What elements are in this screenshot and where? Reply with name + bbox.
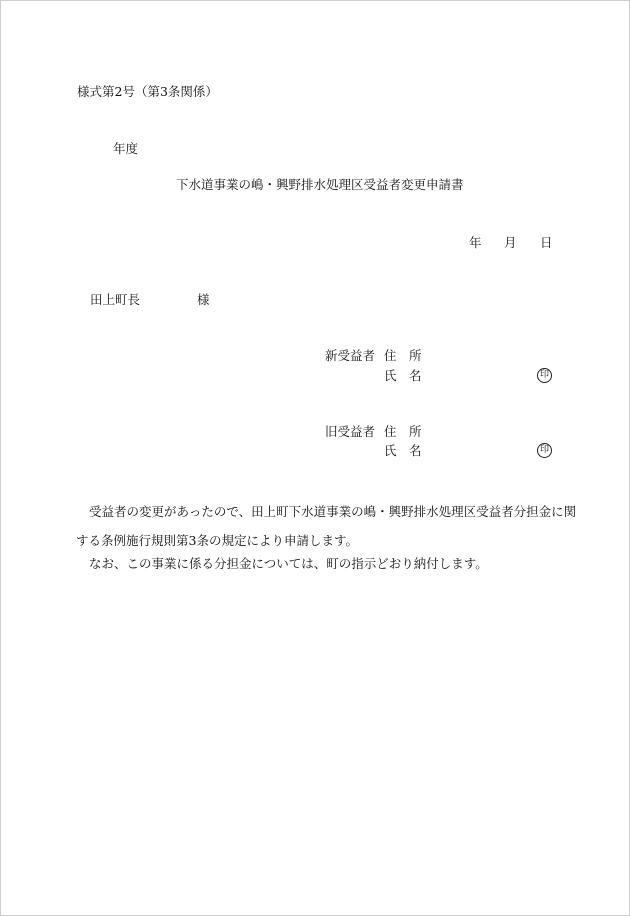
date-year-label: 年	[469, 235, 482, 250]
date-day-label: 日	[540, 235, 553, 250]
body-text-line-2: する条例施行規則第3条の規定により申請します。	[76, 533, 358, 548]
old-beneficiary-seal-icon: 印	[537, 443, 552, 458]
old-beneficiary-name-label: 氏 名	[384, 443, 422, 458]
old-beneficiary-address-label: 住 所	[384, 424, 422, 439]
document-title: 下水道事業の嶋・興野排水処理区受益者変更申請書	[176, 177, 464, 192]
new-beneficiary-address-label: 住 所	[384, 348, 422, 363]
addressee-honorific: 様	[197, 292, 210, 307]
new-beneficiary-seal-icon: 印	[537, 368, 552, 383]
addressee-name: 田上町長	[90, 292, 141, 307]
fiscal-year-label: 年度	[113, 141, 139, 156]
new-beneficiary-name-label: 氏 名	[384, 368, 422, 383]
date-month-label: 月	[504, 235, 517, 250]
body-text-line-1: 受益者の変更があったので、田上町下水道事業の嶋・興野排水処理区受益者分担金に関	[89, 504, 577, 519]
form-number: 様式第2号（第3条関係）	[77, 84, 218, 99]
old-beneficiary-label: 旧受益者	[325, 424, 376, 439]
new-beneficiary-label: 新受益者	[325, 348, 376, 363]
body-text-line-3: なお、この事業に係る分担金については、町の指示どおり納付します。	[89, 556, 488, 571]
